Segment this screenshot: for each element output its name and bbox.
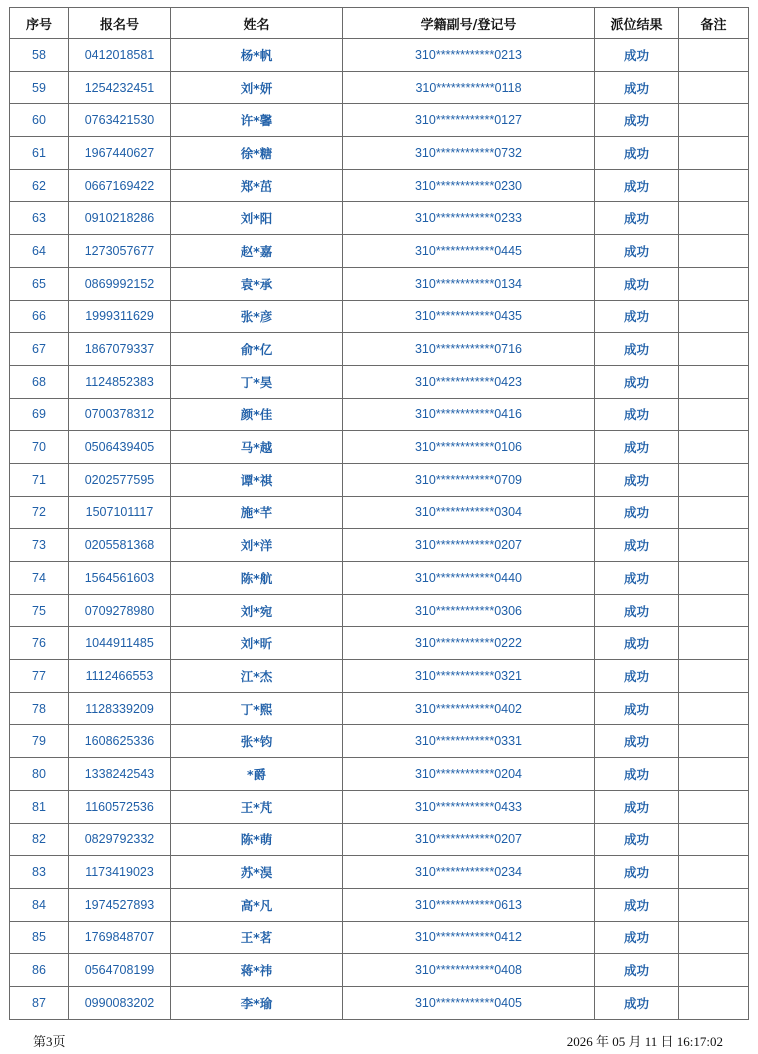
cell-note <box>679 398 749 431</box>
cell-result: 成功 <box>595 954 679 987</box>
cell-note <box>679 888 749 921</box>
cell-note <box>679 39 749 72</box>
cell-registration-number: 1160572536 <box>69 790 171 823</box>
cell-seq: 75 <box>10 594 69 627</box>
cell-note <box>679 169 749 202</box>
cell-student-id: 310************0134 <box>343 267 595 300</box>
cell-registration-number: 0202577595 <box>69 463 171 496</box>
cell-name: 丁*昊 <box>171 365 343 398</box>
cell-name: 刘*阳 <box>171 202 343 235</box>
cell-note <box>679 267 749 300</box>
cell-result: 成功 <box>595 856 679 889</box>
cell-seq: 66 <box>10 300 69 333</box>
table-row <box>10 921 749 954</box>
cell-student-id: 310************0207 <box>343 529 595 562</box>
cell-student-id: 310************0331 <box>343 725 595 758</box>
cell-name: 李*瑜 <box>171 986 343 1019</box>
cell-seq: 64 <box>10 235 69 268</box>
cell-student-id: 310************0709 <box>343 463 595 496</box>
cell-result: 成功 <box>595 888 679 921</box>
cell-note <box>679 692 749 725</box>
cell-note <box>679 202 749 235</box>
cell-seq: 72 <box>10 496 69 529</box>
cell-student-id: 310************0306 <box>343 594 595 627</box>
cell-note <box>679 856 749 889</box>
cell-result: 成功 <box>595 71 679 104</box>
table-row <box>10 627 749 660</box>
table-row <box>10 594 749 627</box>
cell-registration-number: 0667169422 <box>69 169 171 202</box>
cell-seq: 68 <box>10 365 69 398</box>
cell-note <box>679 235 749 268</box>
cell-registration-number: 1112466553 <box>69 660 171 693</box>
cell-note <box>679 529 749 562</box>
cell-registration-number: 1507101117 <box>69 496 171 529</box>
cell-result: 成功 <box>595 627 679 660</box>
cell-name: 谭*祺 <box>171 463 343 496</box>
table-row <box>10 888 749 921</box>
cell-student-id: 310************0445 <box>343 235 595 268</box>
cell-result: 成功 <box>595 790 679 823</box>
cell-result: 成功 <box>595 39 679 72</box>
cell-registration-number: 1974527893 <box>69 888 171 921</box>
cell-name: 许*馨 <box>171 104 343 137</box>
cell-note <box>679 365 749 398</box>
cell-name: 陈*萌 <box>171 823 343 856</box>
cell-student-id: 310************0408 <box>343 954 595 987</box>
cell-student-id: 310************0416 <box>343 398 595 431</box>
cell-seq: 85 <box>10 921 69 954</box>
cell-registration-number: 1273057677 <box>69 235 171 268</box>
cell-seq: 81 <box>10 790 69 823</box>
table-row <box>10 496 749 529</box>
cell-student-id: 310************0433 <box>343 790 595 823</box>
cell-result: 成功 <box>595 137 679 170</box>
cell-student-id: 310************0106 <box>343 431 595 464</box>
table-row <box>10 790 749 823</box>
table-row <box>10 365 749 398</box>
cell-seq: 69 <box>10 398 69 431</box>
table-body <box>10 39 749 1020</box>
table-row <box>10 235 749 268</box>
cell-student-id: 310************0732 <box>343 137 595 170</box>
cell-result: 成功 <box>595 594 679 627</box>
cell-seq: 79 <box>10 725 69 758</box>
cell-student-id: 310************0613 <box>343 888 595 921</box>
cell-result: 成功 <box>595 463 679 496</box>
cell-result: 成功 <box>595 986 679 1019</box>
cell-name: *爵 <box>171 758 343 791</box>
cell-name: 刘*昕 <box>171 627 343 660</box>
cell-student-id: 310************0440 <box>343 562 595 595</box>
cell-note <box>679 333 749 366</box>
cell-student-id: 310************0423 <box>343 365 595 398</box>
cell-registration-number: 1564561603 <box>69 562 171 595</box>
cell-name: 俞*亿 <box>171 333 343 366</box>
cell-student-id: 310************0435 <box>343 300 595 333</box>
cell-seq: 73 <box>10 529 69 562</box>
cell-result: 成功 <box>595 104 679 137</box>
table-row <box>10 39 749 72</box>
cell-registration-number: 1124852383 <box>69 365 171 398</box>
cell-seq: 65 <box>10 267 69 300</box>
cell-student-id: 310************0222 <box>343 627 595 660</box>
cell-student-id: 310************0118 <box>343 71 595 104</box>
cell-result: 成功 <box>595 235 679 268</box>
cell-result: 成功 <box>595 921 679 954</box>
table-row <box>10 758 749 791</box>
table-row <box>10 692 749 725</box>
cell-student-id: 310************0716 <box>343 333 595 366</box>
table-row <box>10 202 749 235</box>
cell-note <box>679 431 749 464</box>
cell-registration-number: 1867079337 <box>69 333 171 366</box>
cell-name: 颜*佳 <box>171 398 343 431</box>
cell-seq: 86 <box>10 954 69 987</box>
cell-name: 徐*糖 <box>171 137 343 170</box>
cell-seq: 80 <box>10 758 69 791</box>
allocation-results-table <box>9 7 749 1020</box>
cell-name: 刘*洋 <box>171 529 343 562</box>
cell-seq: 63 <box>10 202 69 235</box>
cell-seq: 59 <box>10 71 69 104</box>
table-row <box>10 660 749 693</box>
cell-note <box>679 71 749 104</box>
cell-registration-number: 0506439405 <box>69 431 171 464</box>
cell-seq: 74 <box>10 562 69 595</box>
header-result: 派位结果 <box>595 8 679 39</box>
table-row <box>10 856 749 889</box>
cell-result: 成功 <box>595 267 679 300</box>
cell-note <box>679 725 749 758</box>
cell-registration-number: 1254232451 <box>69 71 171 104</box>
cell-seq: 83 <box>10 856 69 889</box>
table-row <box>10 986 749 1019</box>
cell-seq: 62 <box>10 169 69 202</box>
cell-name: 张*钧 <box>171 725 343 758</box>
cell-name: 高*凡 <box>171 888 343 921</box>
cell-registration-number: 0709278980 <box>69 594 171 627</box>
cell-note <box>679 921 749 954</box>
cell-registration-number: 1608625336 <box>69 725 171 758</box>
table-row <box>10 267 749 300</box>
cell-name: 蒋*祎 <box>171 954 343 987</box>
cell-registration-number: 1967440627 <box>69 137 171 170</box>
cell-student-id: 310************0207 <box>343 823 595 856</box>
cell-note <box>679 300 749 333</box>
table-row <box>10 398 749 431</box>
table-row <box>10 431 749 464</box>
cell-registration-number: 1999311629 <box>69 300 171 333</box>
cell-result: 成功 <box>595 169 679 202</box>
cell-student-id: 310************0412 <box>343 921 595 954</box>
cell-student-id: 310************0304 <box>343 496 595 529</box>
cell-student-id: 310************0230 <box>343 169 595 202</box>
cell-name: 刘*妍 <box>171 71 343 104</box>
print-timestamp: 2026 年 05 月 11 日 16:17:02 <box>566 1034 723 1049</box>
table-row <box>10 562 749 595</box>
table-row <box>10 823 749 856</box>
header-seq: 序号 <box>10 8 69 39</box>
cell-student-id: 310************0405 <box>343 986 595 1019</box>
cell-seq: 61 <box>10 137 69 170</box>
cell-result: 成功 <box>595 758 679 791</box>
cell-note <box>679 562 749 595</box>
cell-name: 施*芊 <box>171 496 343 529</box>
cell-note <box>679 823 749 856</box>
cell-result: 成功 <box>595 562 679 595</box>
cell-result: 成功 <box>595 202 679 235</box>
cell-seq: 82 <box>10 823 69 856</box>
cell-seq: 67 <box>10 333 69 366</box>
table-row <box>10 300 749 333</box>
cell-student-id: 310************0234 <box>343 856 595 889</box>
cell-name: 张*彦 <box>171 300 343 333</box>
cell-result: 成功 <box>595 333 679 366</box>
cell-seq: 71 <box>10 463 69 496</box>
cell-result: 成功 <box>595 692 679 725</box>
cell-note <box>679 137 749 170</box>
cell-note <box>679 594 749 627</box>
cell-registration-number: 0564708199 <box>69 954 171 987</box>
cell-result: 成功 <box>595 365 679 398</box>
cell-note <box>679 758 749 791</box>
cell-note <box>679 463 749 496</box>
cell-result: 成功 <box>595 496 679 529</box>
cell-note <box>679 986 749 1019</box>
cell-registration-number: 0829792332 <box>69 823 171 856</box>
cell-registration-number: 0763421530 <box>69 104 171 137</box>
cell-note <box>679 496 749 529</box>
cell-note <box>679 660 749 693</box>
table-row <box>10 104 749 137</box>
header-note: 备注 <box>679 8 749 39</box>
cell-name: 陈*航 <box>171 562 343 595</box>
cell-name: 苏*淏 <box>171 856 343 889</box>
cell-student-id: 310************0321 <box>343 660 595 693</box>
cell-name: 刘*宛 <box>171 594 343 627</box>
header-registration-number: 报名号 <box>69 8 171 39</box>
cell-registration-number: 0700378312 <box>69 398 171 431</box>
table-row <box>10 529 749 562</box>
cell-result: 成功 <box>595 431 679 464</box>
table-row <box>10 725 749 758</box>
cell-result: 成功 <box>595 823 679 856</box>
cell-result: 成功 <box>595 398 679 431</box>
cell-name: 马*越 <box>171 431 343 464</box>
cell-registration-number: 0869992152 <box>69 267 171 300</box>
cell-registration-number: 0412018581 <box>69 39 171 72</box>
cell-name: 赵*嘉 <box>171 235 343 268</box>
cell-registration-number: 1044911485 <box>69 627 171 660</box>
table-row <box>10 333 749 366</box>
cell-registration-number: 0990083202 <box>69 986 171 1019</box>
cell-student-id: 310************0127 <box>343 104 595 137</box>
cell-note <box>679 104 749 137</box>
cell-student-id: 310************0233 <box>343 202 595 235</box>
table-header-row <box>10 8 749 39</box>
table-row <box>10 71 749 104</box>
cell-name: 杨*帆 <box>171 39 343 72</box>
page-number: 第3页 <box>33 1034 66 1049</box>
cell-registration-number: 1173419023 <box>69 856 171 889</box>
cell-result: 成功 <box>595 725 679 758</box>
cell-note <box>679 954 749 987</box>
cell-seq: 70 <box>10 431 69 464</box>
cell-result: 成功 <box>595 300 679 333</box>
table-row <box>10 137 749 170</box>
table-row <box>10 954 749 987</box>
cell-note <box>679 627 749 660</box>
cell-seq: 77 <box>10 660 69 693</box>
cell-student-id: 310************0213 <box>343 39 595 72</box>
cell-student-id: 310************0402 <box>343 692 595 725</box>
cell-name: 王*芃 <box>171 790 343 823</box>
cell-seq: 84 <box>10 888 69 921</box>
cell-registration-number: 1769848707 <box>69 921 171 954</box>
header-name: 姓名 <box>171 8 343 39</box>
cell-registration-number: 0910218286 <box>69 202 171 235</box>
cell-result: 成功 <box>595 660 679 693</box>
cell-seq: 58 <box>10 39 69 72</box>
cell-name: 王*茗 <box>171 921 343 954</box>
cell-registration-number: 1338242543 <box>69 758 171 791</box>
cell-seq: 76 <box>10 627 69 660</box>
cell-seq: 60 <box>10 104 69 137</box>
cell-result: 成功 <box>595 529 679 562</box>
cell-registration-number: 1128339209 <box>69 692 171 725</box>
table-row <box>10 169 749 202</box>
table-row <box>10 463 749 496</box>
cell-name: 袁*承 <box>171 267 343 300</box>
cell-seq: 78 <box>10 692 69 725</box>
cell-seq: 87 <box>10 986 69 1019</box>
cell-name: 江*杰 <box>171 660 343 693</box>
header-student-id: 学籍副号/登记号 <box>343 8 595 39</box>
cell-note <box>679 790 749 823</box>
cell-name: 丁*熙 <box>171 692 343 725</box>
cell-name: 郑*茁 <box>171 169 343 202</box>
cell-student-id: 310************0204 <box>343 758 595 791</box>
cell-registration-number: 0205581368 <box>69 529 171 562</box>
